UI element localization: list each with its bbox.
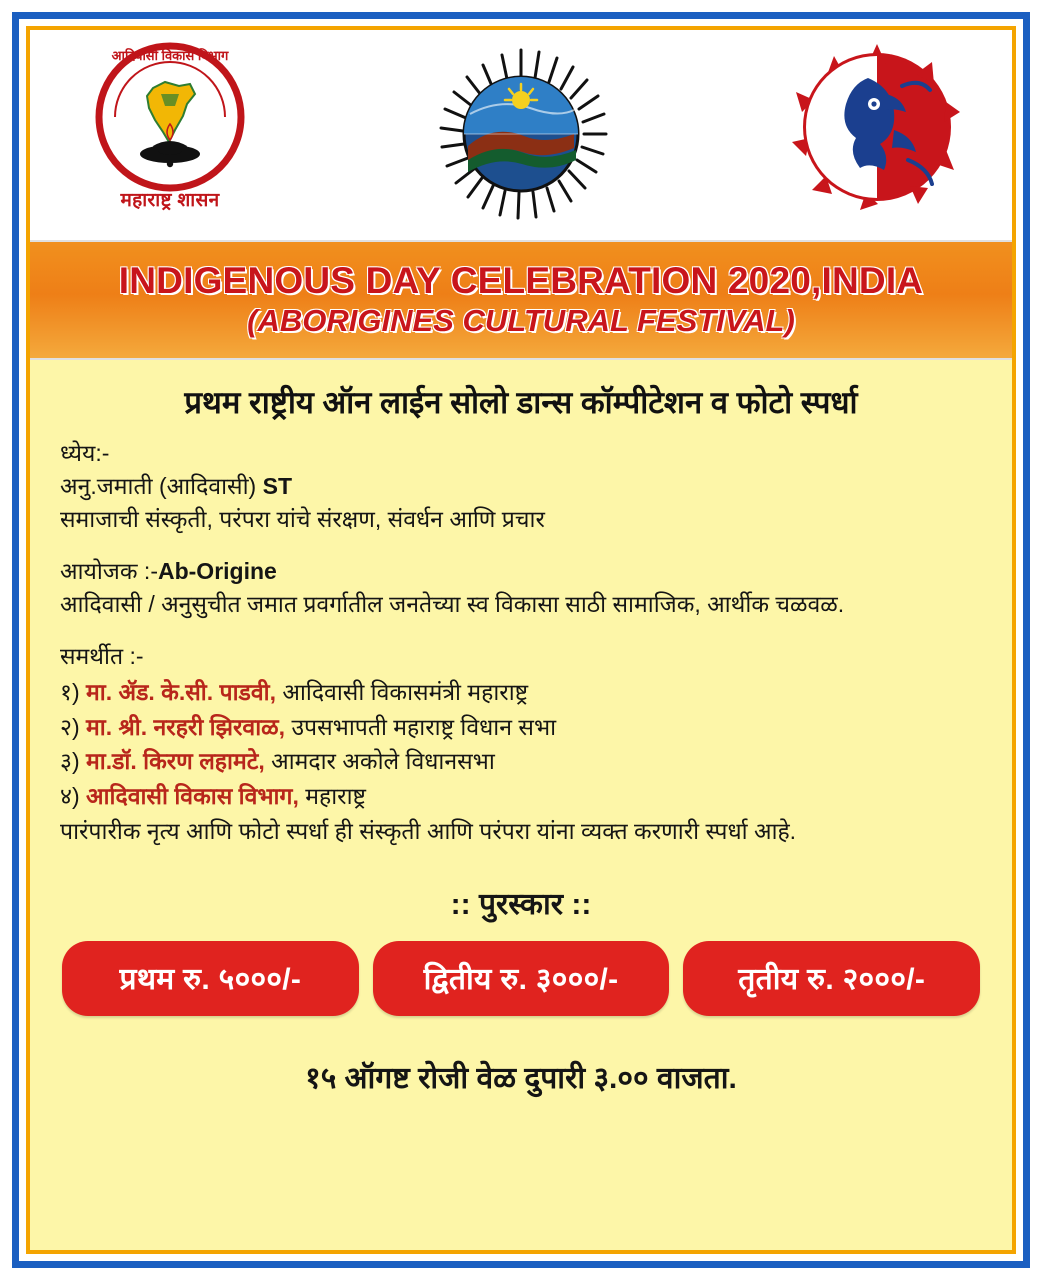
supporter-name: मा. ॲड. के.सी. पाडवी, <box>86 679 276 706</box>
organizer-description: आदिवासी / अनुसुचीत जमात प्रवर्गातील जनतेच्या स्व विकासा साठी सामाजिक, आर्थीक चळवळ. <box>60 590 845 617</box>
supporter-name: मा.डॉ. किरण लहामटे, <box>86 748 265 775</box>
tribal-sun-motif-emblem <box>782 42 972 217</box>
poster-outer-border <box>12 12 1030 1268</box>
organizer-line <box>60 555 982 588</box>
supporter-role: उपसभापती महाराष्ट्र विधान सभा <box>291 713 557 740</box>
prize-second: द्वितीय रु. ३०००/- <box>373 941 670 1016</box>
aim-label: ध्येय:- <box>60 440 110 467</box>
prizes-row <box>60 941 982 1016</box>
supporter-number: ३) <box>60 748 80 775</box>
supporter-role: आमदार अकोले विधानसभा <box>271 748 495 775</box>
supporter-number: २) <box>60 713 80 740</box>
supported-label: समर्थीत :- <box>60 643 144 670</box>
supporter-name: मा. श्री. नरहरी झिरवाळ, <box>86 713 286 740</box>
indigenous-peoples-globe-emblem <box>406 42 636 227</box>
poster-body <box>30 360 1012 1250</box>
supporters-list <box>60 675 982 813</box>
spacer-2 <box>60 622 982 640</box>
list-item <box>60 744 982 779</box>
event-headline: प्रथम राष्ट्रीय ऑन लाईन सोलो डान्स कॉम्पीटेशन व फोटो स्पर्धा <box>184 385 858 420</box>
prize-third: तृतीय रु. २०००/- <box>683 941 980 1016</box>
supporter-role: आदिवासी विकासमंत्री महाराष्ट्र <box>282 679 529 706</box>
aim-section <box>60 437 982 535</box>
supporter-number: ४) <box>60 782 80 809</box>
supported-section <box>60 640 982 848</box>
aim-line-1-prefix: अनु.जमाती (आदिवासी) <box>60 472 263 499</box>
poster-inner-border <box>26 26 1016 1254</box>
aim-line-2: समाजाची संस्कृती, परंपरा यांचे संरक्षण, संवर्धन आणि प्रचार <box>60 505 545 532</box>
list-item <box>60 779 982 814</box>
supporter-name: आदिवासी विकास विभाग, <box>86 782 299 809</box>
event-datetime: १५ ऑगष्ट रोजी वेळ दुपारी ३.०० वाजता. <box>305 1062 737 1096</box>
poster-subtitle: (ABORIGINES CULTURAL FESTIVAL) <box>247 303 795 339</box>
tribal-development-department-maharashtra-logo <box>70 42 270 212</box>
prizes-heading: :: पुरस्कार :: <box>450 888 592 922</box>
logo-row <box>30 30 1012 240</box>
prize-first: प्रथम रु. ५०००/- <box>62 941 359 1016</box>
list-item <box>60 675 982 710</box>
aim-line-1-st: ST <box>262 472 292 499</box>
supporter-role: महाराष्ट्र <box>305 782 366 809</box>
spacer-1 <box>60 537 982 555</box>
organizer-label: आयोजक :- <box>60 558 158 585</box>
organizer-section <box>60 555 982 620</box>
tribal-dept-emblem-icon <box>95 42 245 192</box>
supported-closing-note: पारंपारीक नृत्य आणि फोटो स्पर्धा ही संस्कृती आणि परंपरा यांना व्यक्त करणारी स्पर्धा आहे. <box>60 818 797 845</box>
list-item <box>60 710 982 745</box>
tribal-dept-top-text: आदिवासी विकास विभाग <box>111 48 229 63</box>
supporter-number: १) <box>60 679 80 706</box>
organizer-name: Ab-Origine <box>157 558 277 585</box>
tribal-dept-caption: महाराष्ट्र शासन <box>120 190 220 211</box>
poster-title: INDIGENOUS DAY CELEBRATION 2020,INDIA <box>118 260 924 302</box>
aim-line-1 <box>60 470 982 503</box>
title-band <box>30 240 1012 360</box>
